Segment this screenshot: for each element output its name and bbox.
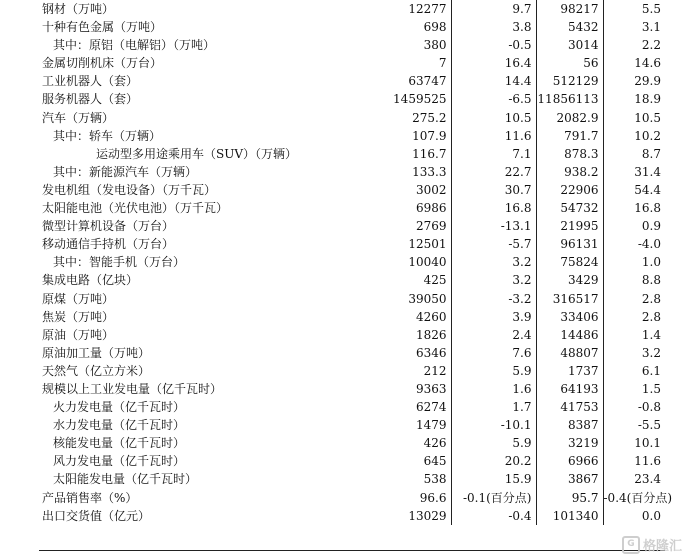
table-row <box>39 0 665 18</box>
current-month-value-cell: 39050 <box>368 290 451 308</box>
product-name-cell: 原煤（万吨） <box>42 291 115 306</box>
current-month-growth-cell: 7.6 <box>451 344 536 362</box>
cumulative-growth-cell: -0.8 <box>637 400 661 415</box>
table-row <box>39 452 665 470</box>
current-month-value-cell: 6274 <box>368 398 451 416</box>
cumulative-value-cell: 56 <box>536 54 603 72</box>
cumulative-value-cell: 3867 <box>536 470 603 488</box>
table-row <box>39 145 665 163</box>
cumulative-value-cell: 316517 <box>536 290 603 308</box>
cumulative-growth-cell: 0.0 <box>641 508 661 523</box>
table-row <box>39 326 665 344</box>
current-month-growth-cell: 3.8 <box>451 18 536 36</box>
table-row <box>39 308 665 326</box>
current-month-value-cell: 3002 <box>368 181 451 199</box>
table-row <box>39 398 665 416</box>
current-month-value-cell: 1479 <box>368 416 451 434</box>
product-name-cell: 运动型多用途乘用车（SUV）（万辆） <box>96 146 298 161</box>
cumulative-growth-cell: 11.6 <box>634 454 661 469</box>
table-row <box>39 434 665 452</box>
current-month-growth-cell: 1.7 <box>451 398 536 416</box>
product-name-cell: 产品销售率（%） <box>42 490 138 505</box>
current-month-growth-cell: 3.2 <box>451 253 536 271</box>
cumulative-value-cell: 512129 <box>536 72 603 90</box>
current-month-growth-cell: 2.4 <box>451 326 536 344</box>
cumulative-growth-cell: 6.1 <box>641 363 661 378</box>
product-name-cell: 发电机组（发电设备）（万千瓦） <box>42 182 217 197</box>
product-name-cell: 太阳能电池（光伏电池）（万千瓦） <box>42 201 229 216</box>
current-month-value-cell: 96.6 <box>368 489 451 507</box>
product-name-cell: 太阳能发电量（亿千瓦时） <box>53 472 198 487</box>
current-month-growth-cell: 10.5 <box>451 109 536 127</box>
cumulative-growth-cell: 31.4 <box>634 164 661 179</box>
table-row <box>39 36 665 54</box>
current-month-value-cell: 4260 <box>368 308 451 326</box>
cumulative-growth-cell: 0.9 <box>641 219 661 234</box>
table-row <box>39 109 665 127</box>
current-month-growth-cell: 1.6 <box>451 380 536 398</box>
product-name-cell: 规模以上工业发电量（亿千瓦时） <box>42 381 223 396</box>
cumulative-growth-cell: -0.4(百分点) <box>603 490 673 505</box>
cumulative-value-cell: 1737 <box>536 362 603 380</box>
current-month-growth-cell: -3.2 <box>451 290 536 308</box>
current-month-value-cell: 116.7 <box>368 145 451 163</box>
product-name-cell: 其中：原铝（电解铝）（万吨） <box>53 38 216 53</box>
current-month-growth-cell: 14.4 <box>451 72 536 90</box>
table-row <box>39 235 665 253</box>
current-month-value-cell: 107.9 <box>368 127 451 145</box>
current-month-value-cell: 6346 <box>368 344 451 362</box>
product-name-cell: 天然气（亿立方米） <box>42 363 151 378</box>
watermark <box>622 535 682 554</box>
current-month-growth-cell: -13.1 <box>451 217 536 235</box>
product-name-cell: 移动通信手持机（万台） <box>42 237 175 252</box>
current-month-value-cell: 1459525 <box>368 90 451 108</box>
table-row <box>39 163 665 181</box>
table-row <box>39 253 665 271</box>
cumulative-value-cell: 8387 <box>536 416 603 434</box>
product-name-cell: 其中：新能源汽车（万辆） <box>53 164 198 179</box>
product-name-cell: 其中：轿车（万辆） <box>53 128 162 143</box>
current-month-growth-cell: 30.7 <box>451 181 536 199</box>
cumulative-value-cell: 98217 <box>536 0 603 18</box>
cumulative-value-cell: 54732 <box>536 199 603 217</box>
current-month-value-cell: 698 <box>368 18 451 36</box>
current-month-value-cell: 425 <box>368 271 451 289</box>
cumulative-value-cell: 3429 <box>536 271 603 289</box>
table-row <box>39 72 665 90</box>
current-month-value-cell: 2769 <box>368 217 451 235</box>
product-name-cell: 工业机器人（套） <box>42 74 139 89</box>
table-row <box>39 199 665 217</box>
table-row <box>39 181 665 199</box>
cumulative-value-cell: 75824 <box>536 253 603 271</box>
current-month-value-cell: 13029 <box>368 507 451 525</box>
table-row <box>39 18 665 36</box>
industrial-output-table <box>39 0 673 525</box>
product-name-cell: 出口交货值（亿元） <box>42 508 151 523</box>
current-month-growth-cell: 3.9 <box>451 308 536 326</box>
table-row <box>39 380 665 398</box>
table-row <box>39 217 665 235</box>
cumulative-growth-cell: 23.4 <box>634 472 661 487</box>
current-month-growth-cell: -5.7 <box>451 235 536 253</box>
current-month-growth-cell: 7.1 <box>451 145 536 163</box>
cumulative-value-cell: 938.2 <box>536 163 603 181</box>
product-name-cell: 集成电路（亿块） <box>42 273 139 288</box>
cumulative-growth-cell: 8.7 <box>641 146 661 161</box>
cumulative-growth-cell: 2.8 <box>641 291 661 306</box>
gelonghui-logo-icon: G <box>622 536 640 554</box>
cumulative-growth-cell: 1.5 <box>641 381 661 396</box>
cumulative-growth-cell: 18.9 <box>634 92 661 107</box>
current-month-growth-cell: 5.9 <box>451 434 536 452</box>
table-row <box>39 362 665 380</box>
cumulative-growth-cell: 14.6 <box>634 56 661 71</box>
current-month-growth-cell: 9.7 <box>451 0 536 18</box>
current-month-growth-cell: -6.5 <box>451 90 536 108</box>
cumulative-growth-cell: 1.4 <box>641 327 661 342</box>
table-row <box>39 290 665 308</box>
current-month-value-cell: 9363 <box>368 380 451 398</box>
cumulative-value-cell: 5432 <box>536 18 603 36</box>
cumulative-growth-cell: 1.0 <box>641 255 661 270</box>
cumulative-value-cell: 101340 <box>536 507 603 525</box>
cumulative-value-cell: 22906 <box>536 181 603 199</box>
table-row <box>39 90 665 108</box>
current-month-value-cell: 6986 <box>368 199 451 217</box>
current-month-value-cell: 1826 <box>368 326 451 344</box>
cumulative-growth-cell: 5.5 <box>641 2 661 16</box>
current-month-growth-cell: -0.4 <box>451 507 536 525</box>
cumulative-value-cell: 878.3 <box>536 145 603 163</box>
cumulative-value-cell: 6966 <box>536 452 603 470</box>
current-month-value-cell: 275.2 <box>368 109 451 127</box>
table-row <box>39 489 665 507</box>
cumulative-value-cell: 95.7 <box>536 489 603 507</box>
table-row <box>39 54 665 72</box>
current-month-value-cell: 645 <box>368 452 451 470</box>
product-name-cell: 水力发电量（亿千瓦时） <box>53 418 186 433</box>
table-row <box>39 344 665 362</box>
current-month-growth-cell: 15.9 <box>451 470 536 488</box>
product-name-cell: 微型计算机设备（万台） <box>42 219 175 234</box>
current-month-value-cell: 63747 <box>368 72 451 90</box>
cumulative-growth-cell: 10.5 <box>634 110 661 125</box>
current-month-growth-cell: 20.2 <box>451 452 536 470</box>
current-month-growth-cell: -0.1(百分点) <box>451 489 536 507</box>
current-month-growth-cell: 16.4 <box>451 54 536 72</box>
cumulative-value-cell: 2082.9 <box>536 109 603 127</box>
current-month-value-cell: 426 <box>368 434 451 452</box>
current-month-growth-cell: 16.8 <box>451 199 536 217</box>
table-body <box>39 0 673 525</box>
product-name-cell: 其中：智能手机（万台） <box>53 255 186 270</box>
cumulative-value-cell: 3219 <box>536 434 603 452</box>
cumulative-growth-cell: 54.4 <box>634 182 661 197</box>
table-row <box>39 507 665 525</box>
current-month-value-cell: 133.3 <box>368 163 451 181</box>
watermark-text: 格隆汇 <box>642 539 682 554</box>
product-name-cell: 汽车（万辆） <box>42 110 115 125</box>
table-row <box>39 416 665 434</box>
product-name-cell: 火力发电量（亿千瓦时） <box>53 400 186 415</box>
cumulative-growth-cell: 2.8 <box>641 309 661 324</box>
current-month-growth-cell: 5.9 <box>451 362 536 380</box>
cumulative-value-cell: 791.7 <box>536 127 603 145</box>
current-month-value-cell: 10040 <box>368 253 451 271</box>
current-month-growth-cell: 11.6 <box>451 127 536 145</box>
cumulative-growth-cell: -5.5 <box>637 418 661 433</box>
cumulative-growth-cell: 16.8 <box>634 201 661 216</box>
cumulative-growth-cell: 10.2 <box>634 128 661 143</box>
current-month-value-cell: 12277 <box>368 0 451 18</box>
current-month-value-cell: 7 <box>368 54 451 72</box>
current-month-growth-cell: -10.1 <box>451 416 536 434</box>
cumulative-value-cell: 11856113 <box>536 90 603 108</box>
cumulative-value-cell: 64193 <box>536 380 603 398</box>
table-row <box>39 127 665 145</box>
current-month-growth-cell: -0.5 <box>451 36 536 54</box>
current-month-growth-cell: 3.2 <box>451 271 536 289</box>
table-row <box>39 271 665 289</box>
cumulative-growth-cell: -4.0 <box>637 237 661 252</box>
cumulative-growth-cell: 3.2 <box>641 345 661 360</box>
cumulative-growth-cell: 2.2 <box>641 38 661 53</box>
product-name-cell: 原油（万吨） <box>42 327 115 342</box>
current-month-value-cell: 212 <box>368 362 451 380</box>
product-name-cell: 焦炭（万吨） <box>42 309 115 324</box>
cumulative-growth-cell: 10.1 <box>634 436 661 451</box>
cumulative-value-cell: 14486 <box>536 326 603 344</box>
cumulative-value-cell: 33406 <box>536 308 603 326</box>
cumulative-growth-cell: 3.1 <box>641 20 661 35</box>
cumulative-value-cell: 21995 <box>536 217 603 235</box>
product-name-cell: 核能发电量（亿千瓦时） <box>53 436 186 451</box>
product-name-cell: 风力发电量（亿千瓦时） <box>53 454 186 469</box>
product-name-cell: 钢材（万吨） <box>42 2 115 16</box>
product-name-cell: 服务机器人（套） <box>42 92 139 107</box>
product-name-cell: 十种有色金属（万吨） <box>42 20 163 35</box>
cumulative-value-cell: 48807 <box>536 344 603 362</box>
product-name-cell: 原油加工量（万吨） <box>42 345 151 360</box>
table-row <box>39 470 665 488</box>
cumulative-growth-cell: 8.8 <box>641 273 661 288</box>
current-month-value-cell: 538 <box>368 470 451 488</box>
cumulative-growth-cell: 29.9 <box>634 74 661 89</box>
product-name-cell: 金属切削机床（万台） <box>42 56 163 71</box>
cumulative-value-cell: 41753 <box>536 398 603 416</box>
current-month-value-cell: 12501 <box>368 235 451 253</box>
cumulative-value-cell: 96131 <box>536 235 603 253</box>
cumulative-value-cell: 3014 <box>536 36 603 54</box>
current-month-growth-cell: 22.7 <box>451 163 536 181</box>
table-bottom-rule <box>39 550 665 551</box>
current-month-value-cell: 380 <box>368 36 451 54</box>
